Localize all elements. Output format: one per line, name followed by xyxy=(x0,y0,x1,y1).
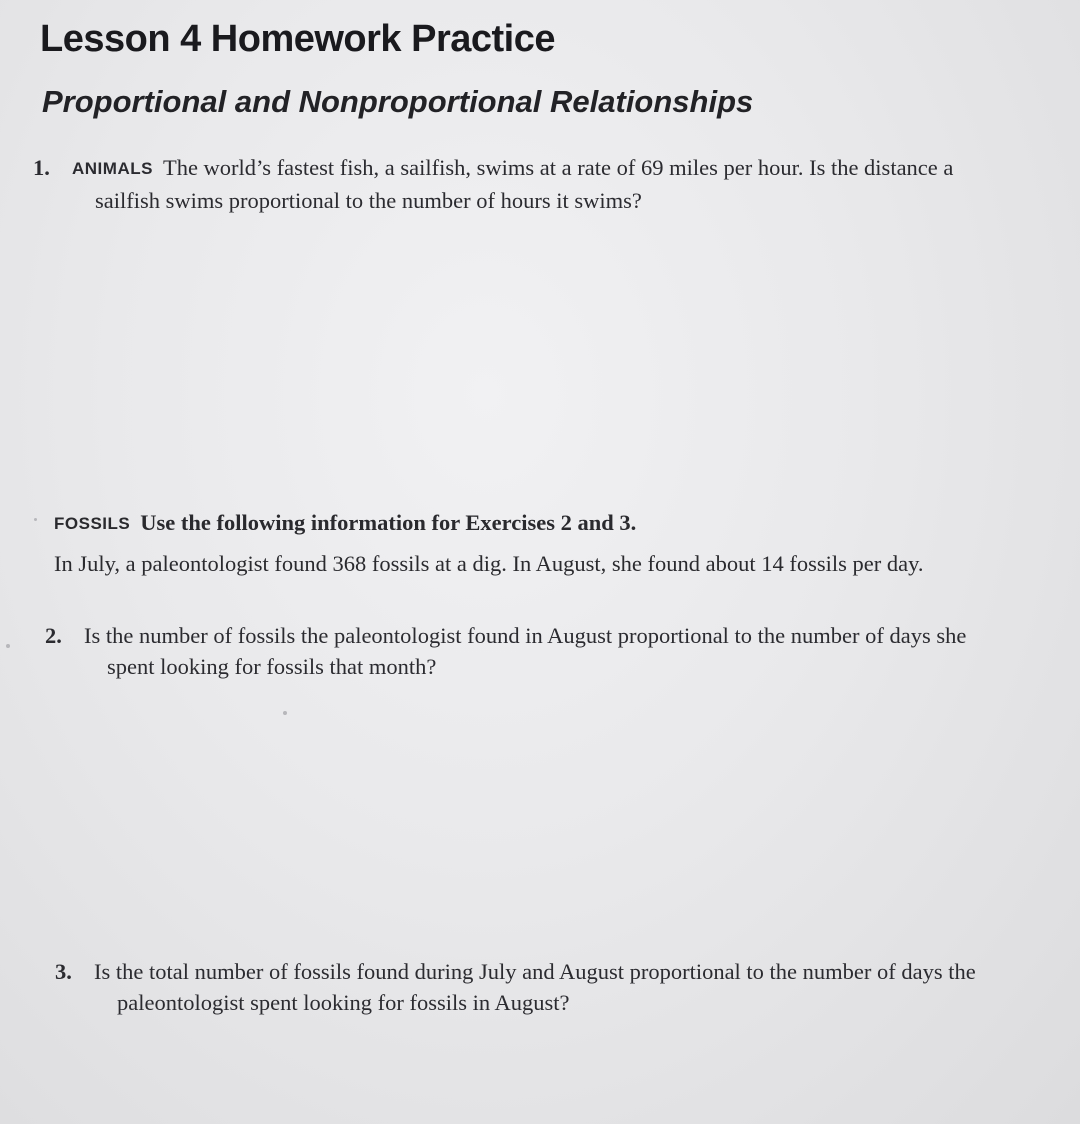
exercise-tag: ANIMALS xyxy=(72,159,153,178)
fossils-heading xyxy=(54,507,636,540)
fossils-info: In July, a paleontologist found 368 fossils at a dig. In August, she found about 14 fossils per day. xyxy=(54,551,924,576)
paper-speck xyxy=(34,518,37,521)
exercise-3: 3. Is the total number of fossils found during July and August proportional to the number of days the paleontologist spent looking for fossils in August? xyxy=(55,959,976,1015)
page-title: Lesson 4 Homework Practice xyxy=(40,18,555,60)
exercise-text: Is the total number of fossils found during July and August proportional to the number of days the paleontologist spent looking for fossils in August? xyxy=(94,959,976,1015)
exercise-text: The world’s fastest fish, a sailfish, swims at a rate of 69 miles per hour. Is the distance a sailfish swims proportional to the number of hours it swims? xyxy=(95,155,954,213)
paper-speck xyxy=(283,711,287,715)
fossils-heading-text: Use the following information for Exercises 2 and 3. xyxy=(140,510,637,535)
paper-speck xyxy=(6,644,10,648)
page-subtitle: Proportional and Nonproportional Relationships xyxy=(42,84,754,119)
exercise-text: Is the number of fossils the paleontologist found in August proportional to the number of days she spent looking for fossils that month? xyxy=(84,623,967,679)
exercise-1: 1. ANIMALS The world’s fastest fish, a sailfish, swims at a rate of 69 miles per hour. Is the distance a sailfish swims proportional to the number of hours it swims? xyxy=(33,155,954,213)
fossils-tag: FOSSILS xyxy=(54,514,131,533)
exercise-2: 2. Is the number of fossils the paleontologist found in August proportional to the number of days she spent looking for fossils that month? xyxy=(45,623,967,679)
